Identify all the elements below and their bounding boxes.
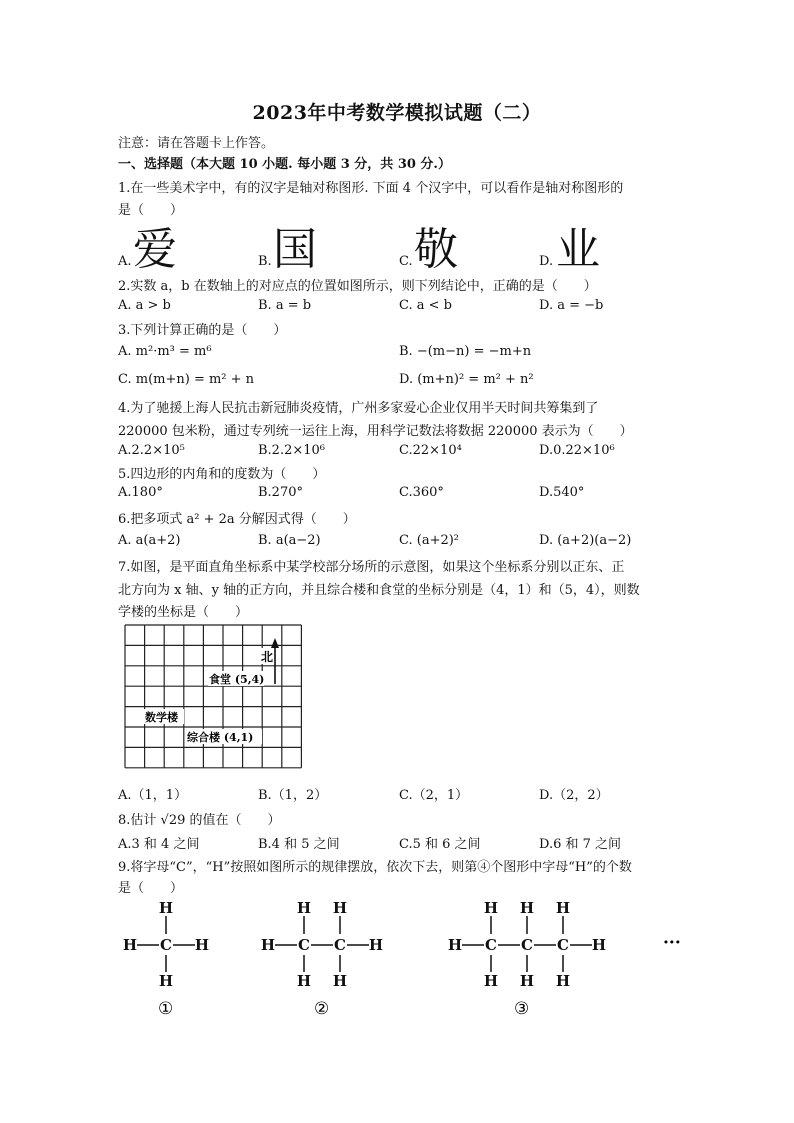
q1-option-c-label: C. — [399, 254, 413, 269]
letter-h: H — [332, 972, 348, 990]
q2-option-a: A. a > b — [118, 298, 171, 313]
q3-option-d: D. (m+n)² = m² + n² — [399, 372, 534, 387]
q4-option-c: C.22×10⁴ — [399, 443, 462, 458]
map-general-building-label: 综合楼 (4,1) — [187, 731, 254, 744]
q4-option-b: B.2.2×10⁶ — [258, 443, 326, 458]
q1-option-b-label: B. — [258, 254, 272, 269]
q5-option-a: A.180° — [118, 485, 163, 500]
q4-stem-line2: 220000 包米粉，通过专列统一运往上海，用科学记数法将数据 220000 表示为（ ） — [118, 424, 633, 439]
q6-option-c: C. (a+2)² — [399, 533, 460, 548]
letter-c: C — [160, 936, 172, 954]
q4-option-d: D.0.22×10⁶ — [539, 443, 615, 458]
letter-c: C — [334, 936, 346, 954]
figure-ellipsis: ··· — [663, 933, 681, 953]
q9-stem-line2: 是（ ） — [118, 881, 184, 896]
letter-h: H — [260, 936, 276, 954]
q1-option-d-char: 业 — [556, 224, 600, 275]
q6-option-b: B. a(a−2) — [258, 533, 321, 548]
q5-option-c: C.360° — [399, 485, 444, 500]
q2-option-c: C. a < b — [399, 298, 452, 313]
q7-option-a: A.（1，1） — [118, 788, 188, 803]
q6-stem: 6.把多项式 a² + 2a 分解因式得（ ） — [118, 512, 356, 527]
q6-option-a: A. a(a+2) — [118, 533, 181, 548]
letter-h: H — [296, 972, 312, 990]
hydrocarbon-pattern-figure — [110, 896, 710, 1021]
q1-option-b-char: 国 — [273, 224, 317, 275]
q1-option-c-char: 敬 — [414, 224, 458, 275]
letter-h: H — [194, 936, 210, 954]
letter-h: H — [519, 972, 535, 990]
q6-option-d: D. (a+2)(a−2) — [539, 533, 632, 548]
q4-option-a: A.2.2×10⁵ — [118, 443, 185, 458]
letter-h: H — [555, 899, 571, 917]
figure-1-label: ① — [158, 999, 174, 1019]
q1-option-a-char: 爱 — [133, 224, 177, 275]
page-title: 2023年中考数学模拟试题（二） — [252, 102, 542, 124]
q4-stem-line1: 4.为了驰援上海人民抗击新冠肺炎疫情，广州多家爱心企业仅用半天时间共筹集到了 — [118, 401, 599, 416]
q1-stem-line1: 1.在一些美术字中，有的汉字是轴对称图形. 下面 4 个汉字中，可以看作是轴对称图形的 — [118, 181, 624, 196]
q5-option-b: B.270° — [258, 485, 303, 500]
q8-option-a: A.3 和 4 之间 — [118, 837, 200, 852]
letter-c: C — [557, 936, 569, 954]
q3-option-c: C. m(m+n) = m² + n — [118, 372, 255, 387]
figure-3-label: ③ — [514, 999, 530, 1019]
letter-h: H — [555, 972, 571, 990]
q7-stem-line2: 北方向为 x 轴、y 轴的正方向，并且综合楼和食堂的坐标分别是（4，1）和（5，4），则数 — [118, 583, 640, 598]
q5-stem: 5.四边形的内角和的度数为（ ） — [118, 467, 326, 482]
q3-stem: 3.下列计算正确的是（ ） — [118, 323, 287, 338]
letter-h: H — [447, 936, 463, 954]
q8-option-c: C.5 和 6 之间 — [399, 837, 481, 852]
figure-2-label: ② — [314, 999, 330, 1019]
q3-option-b: B. −(m−n) = −m+n — [399, 344, 532, 359]
letter-h: H — [122, 936, 138, 954]
letter-h: H — [332, 899, 348, 917]
q1-option-d-label: D. — [539, 254, 554, 269]
letter-h: H — [591, 936, 607, 954]
letter-h: H — [158, 972, 174, 990]
letter-h: H — [519, 899, 535, 917]
north-arrowhead-icon — [271, 638, 279, 648]
q1-option-a-label: A. — [118, 254, 132, 269]
letter-h: H — [158, 899, 174, 917]
letter-h: H — [483, 972, 499, 990]
letter-h: H — [483, 899, 499, 917]
q8-option-d: D.6 和 7 之间 — [539, 837, 622, 852]
map-math-building-label: 数学楼 — [145, 711, 178, 724]
letter-h: H — [296, 899, 312, 917]
q8-option-b: B.4 和 5 之间 — [258, 837, 340, 852]
notice: 注意：请在答题卡上作答。 — [118, 136, 275, 151]
q2-stem: 2.实数 a，b 在数轴上的对应点的位置如图所示，则下列结论中，正确的是（ ） — [118, 279, 597, 294]
q7-option-c: C.（2，1） — [399, 788, 469, 803]
q2-option-b: B. a = b — [258, 298, 312, 313]
letter-c: C — [485, 936, 497, 954]
q7-option-d: D.（2，2） — [539, 788, 609, 803]
letter-c: C — [521, 936, 533, 954]
q1-stem-line2: 是（ ） — [118, 203, 184, 218]
q8-stem: 8.估计 √29 的值在（ ） — [118, 813, 281, 828]
q9-stem-line1: 9.将字母“C”，“H”按照如图所示的规律摆放，依次下去，则第④个图形中字母“H”的个数 — [118, 860, 632, 875]
section-heading: 一、选择题（本大题 10 小题. 每小题 3 分，共 30 分.） — [118, 157, 451, 172]
letter-h: H — [368, 936, 384, 954]
school-map-grid — [124, 624, 304, 770]
map-north-label: 北 — [261, 650, 274, 664]
q7-stem-line1: 7.如图，是平面直角坐标系中某学校部分场所的示意图，如果这个坐标系分别以正东、正 — [118, 560, 625, 575]
q7-option-b: B.（1，2） — [258, 788, 328, 803]
q5-option-d: D.540° — [539, 485, 585, 500]
letter-c: C — [298, 936, 310, 954]
q3-option-a: A. m²·m³ = m⁶ — [118, 344, 212, 359]
q2-option-d: D. a = −b — [539, 298, 604, 313]
q7-stem-line3: 学楼的坐标是（ ） — [118, 605, 249, 620]
map-canteen-label: 食堂 (5,4) — [209, 673, 265, 686]
